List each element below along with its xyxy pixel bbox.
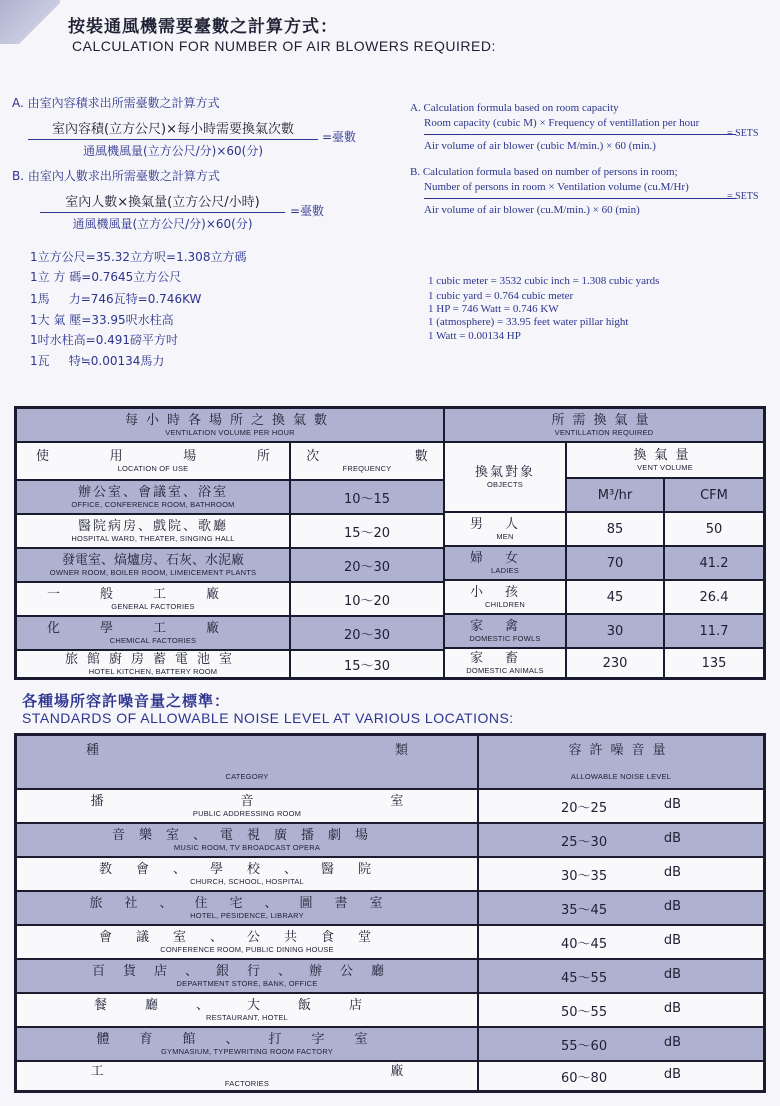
conversion-en: 1 cubic meter = 3532 cubic inch = 1.308 cubic yards xyxy=(428,275,660,287)
m3-cell: 230 xyxy=(566,648,664,678)
noise-col-level: 容許噪音量 ALLOWABLE NOISE LEVEL xyxy=(478,735,764,789)
conversion-zh: 1立方公尺=35.32立方呎=1.308立方碼 xyxy=(30,250,247,264)
noise-level-cell: 50～55 dB xyxy=(478,993,764,1027)
formula-a-numerator-en: Room capacity (cubic M) × Frequency of ventillation per hour xyxy=(424,117,700,129)
object-cell: 小孩 CHILDREN xyxy=(444,580,566,614)
noise-level-cell: 55～60 dB xyxy=(478,1027,764,1061)
table-row: 旅社、住宅、圖書室 HOTEL, PESIDENCE, LIBRARY xyxy=(16,891,478,925)
col-location: 使 用 場 所 LOCATION OF USE xyxy=(16,442,290,480)
freq-cell: 10～20 xyxy=(290,582,444,616)
noise-level-cell: 45～55 dB xyxy=(478,959,764,993)
formula-a-numerator-zh: 室內容積(立方公尺)×每小時需要換氣次數 xyxy=(28,118,318,140)
page-title-en: CALCULATION FOR NUMBER OF AIR BLOWERS REQUIRED: xyxy=(72,38,496,54)
noise-level-cell: 35～45 dB xyxy=(478,891,764,925)
conversion-en: 1 (atmosphere) = 33.95 feet water pillar hight xyxy=(428,316,629,328)
col-objects: 換氣對象 OBJECTS xyxy=(444,442,566,512)
noise-table xyxy=(14,733,766,1093)
table-row: 百貨店、銀行、辦公廳 DEPARTMENT STORE, BANK, OFFICE xyxy=(16,959,478,993)
ventilation-table xyxy=(14,406,766,680)
table-row: 體育館、打字室 GYMNASIUM, TYPEWRITING ROOM FACTORY xyxy=(16,1027,478,1061)
table-row: 辦公室、會議室、浴室 OFFICE, CONFERENCE ROOM, BATHROOM xyxy=(16,480,290,514)
object-cell: 家禽 DOMESTIC FOWLS xyxy=(444,614,566,648)
table-row: 音樂室、電視廣播劇場 MUSIC ROOM, TV BROADCAST OPERA xyxy=(16,823,478,857)
col-unit-cfm: CFM xyxy=(664,478,764,512)
object-cell: 家畜 DOMESTIC ANIMALS xyxy=(444,648,566,678)
formula-a-line-en xyxy=(424,134,736,135)
formula-b-denominator-en: Air volume of air blower (cu.M/min.) × 60 (min) xyxy=(424,204,640,216)
noise-col-category-zh: 種 類 xyxy=(86,742,408,758)
table-row: 旅館廚房蓄電池室 HOTEL KITCHEN, BATTERY ROOM xyxy=(16,650,290,678)
table-row: 餐廳、大飯店 RESTAURANT, HOTEL xyxy=(16,993,478,1027)
freq-cell: 15～30 xyxy=(290,650,444,678)
table-row: 醫院病房、戲院、歌廳 HOSPITAL WARD, THEATER, SINGING HALL xyxy=(16,514,290,548)
formula-b-fraction-zh xyxy=(40,191,285,232)
noise-level-cell: 30～35 dB xyxy=(478,857,764,891)
table-row: 化學工廠 CHEMICAL FACTORIES xyxy=(16,616,290,650)
noise-level-cell: 60～80 dB xyxy=(478,1061,764,1091)
table-row: 播 音 室 PUBLIC ADDRESSING ROOM xyxy=(16,789,478,823)
conversion-en: 1 cubic yard = 0.764 cubic meter xyxy=(428,290,574,302)
page-title-zh: 按裝通風機需要臺數之計算方式： xyxy=(68,17,338,37)
noise-category-zh: 工 廠 xyxy=(90,1063,404,1079)
formula-a-denominator-zh: 通風機風量(立方公尺/分)×60(分) xyxy=(82,144,264,158)
col-vent-volume: 換氣量 VENT VOLUME xyxy=(566,442,764,478)
freq-cell: 10～15 xyxy=(290,480,444,514)
object-cell: 婦女 LADIES xyxy=(444,546,566,580)
table-row: 發電室、熇爐房、石灰、水泥廠 OWNER ROOM, BOILER ROOM, LIMEICEMENT PLANTS xyxy=(16,548,290,582)
freq-cell: 20～30 xyxy=(290,548,444,582)
formula-a-label-en: A. Calculation formula based on room capacity xyxy=(410,102,619,114)
conversion-zh: 1瓦 特≒0.00134馬力 xyxy=(30,354,165,368)
noise-level-cell: 40～45 dB xyxy=(478,925,764,959)
formula-a-denominator-en: Air volume of air blower (cubic M/min.) × 60 (min.) xyxy=(424,140,656,152)
formula-a-fraction-zh xyxy=(28,118,318,159)
formula-b-label-zh: B. 由室內人數求出所需臺數之計算方式 xyxy=(12,169,220,183)
cfm-cell: 50 xyxy=(664,512,764,546)
formula-b-equals-zh: =臺數 xyxy=(290,204,325,218)
m3-cell: 30 xyxy=(566,614,664,648)
conversion-zh: 1馬 力=746瓦特=0.746KW xyxy=(30,292,202,306)
formula-b-numerator-zh: 室內人數×換氣量(立方公尺/小時) xyxy=(40,191,285,213)
table-row: 教會、學校、醫院 CHURCH, SCHOOL, HOSPITAL xyxy=(16,857,478,891)
col-location-zh: 使 用 場 所 xyxy=(36,448,270,464)
cfm-cell: 41.2 xyxy=(664,546,764,580)
formula-a-equals-en: = SETS xyxy=(727,128,759,139)
formula-b-line-en xyxy=(424,198,736,199)
noise-level-cell: 25～30 dB xyxy=(478,823,764,857)
col-frequency: 次 數 FREQUENCY xyxy=(290,442,444,480)
conversion-zh: 1大 氣 壓=33.95呎水柱高 xyxy=(30,313,174,327)
cfm-cell: 11.7 xyxy=(664,614,764,648)
m3-cell: 85 xyxy=(566,512,664,546)
m3-cell: 70 xyxy=(566,546,664,580)
object-cell: 男人 MEN xyxy=(444,512,566,546)
noise-level-cell: 20～25 dB xyxy=(478,789,764,823)
vent-header-right: 所需換氣量 VENTILLATION REQUIRED xyxy=(444,408,764,442)
conversion-zh: 1吋水柱高=0.491磅平方吋 xyxy=(30,333,179,347)
conversion-zh: 1立 方 碼=0.7645立方公尺 xyxy=(30,270,182,284)
conversion-en: 1 HP = 746 Watt = 0.746 KW xyxy=(428,303,559,315)
col-frequency-zh: 次 數 xyxy=(306,448,428,464)
cfm-cell: 26.4 xyxy=(664,580,764,614)
col-unit-m3: M³/hr xyxy=(566,478,664,512)
corner-decoration xyxy=(0,0,60,44)
conversion-en: 1 Watt = 0.00134 HP xyxy=(428,330,521,342)
table-row: 會議室、公共食堂 CONFERENCE ROOM, PUBLIC DINING HOUSE xyxy=(16,925,478,959)
noise-heading-zh: 各種場所容許噪音量之標準： xyxy=(22,692,231,710)
noise-col-category: 種 類 CATEGORY xyxy=(16,735,478,789)
cfm-cell: 135 xyxy=(664,648,764,678)
freq-cell: 15～20 xyxy=(290,514,444,548)
formula-b-denominator-zh: 通風機風量(立方公尺/分)×60(分) xyxy=(72,217,253,231)
formula-b-numerator-en: Number of persons in room × Ventilation volume (cu.M/Hr) xyxy=(424,181,689,193)
table-row: 一般工廠 GENERAL FACTORIES xyxy=(16,582,290,616)
formula-a-equals-zh: =臺數 xyxy=(322,130,357,144)
table-row: 工 廠 FACTORIES xyxy=(16,1061,478,1091)
noise-heading-en: STANDARDS OF ALLOWABLE NOISE LEVEL AT VARIOUS LOCATIONS: xyxy=(22,710,514,726)
formula-b-equals-en: = SETS xyxy=(727,191,759,202)
formula-a-label-zh: A. 由室內容積求出所需臺數之計算方式 xyxy=(12,96,220,110)
vent-header-left: 每小時各場所之換氣數 VENTILATION VOLUME PER HOUR xyxy=(16,408,444,442)
m3-cell: 45 xyxy=(566,580,664,614)
noise-category-zh: 播 音 室 xyxy=(90,793,404,809)
freq-cell: 20～30 xyxy=(290,616,444,650)
formula-b-label-en: B. Calculation formula based on number of persons in room; xyxy=(410,166,678,178)
